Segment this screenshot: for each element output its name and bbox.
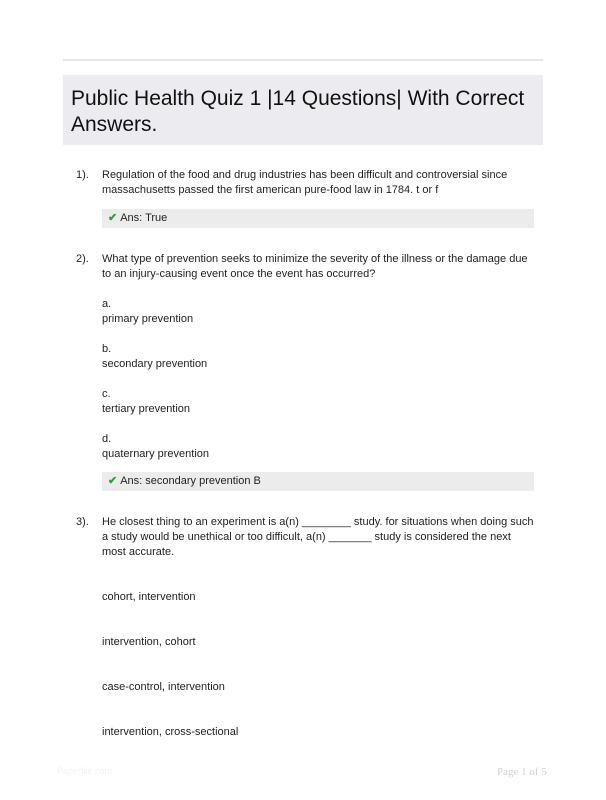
option-letter: b.	[102, 343, 112, 355]
option-text: quaternary prevention	[102, 448, 210, 460]
option-letter: c.	[102, 388, 111, 400]
answer-text: Ans: True	[120, 212, 168, 224]
question-3	[76, 515, 546, 560]
question-number: 2).	[76, 253, 89, 265]
option-text: primary prevention	[102, 313, 194, 325]
option-c	[102, 387, 190, 417]
header-rule	[63, 59, 543, 61]
checkmark-icon: ✔	[108, 475, 118, 487]
title-box	[63, 75, 543, 145]
page-number: Page 1 of 5	[497, 766, 547, 778]
question-number: 1).	[76, 169, 89, 181]
question-1	[76, 168, 546, 198]
option-2: intervention, cohort	[102, 636, 196, 648]
answer-text: Ans: secondary prevention B	[120, 475, 261, 487]
option-1: cohort, intervention	[102, 591, 196, 603]
question-text: What type of prevention seeks to minimize the severity of the illness or the damage due to an injury-causing event once the event has occurred?	[102, 253, 528, 280]
option-letter: d.	[102, 433, 112, 445]
footer-watermark: Paperfile.com	[57, 766, 113, 776]
option-d	[102, 432, 209, 462]
option-text: secondary prevention	[102, 358, 208, 370]
option-b	[102, 342, 207, 372]
checkmark-icon: ✔	[108, 212, 118, 224]
question-2	[76, 252, 546, 282]
option-4: intervention, cross-sectional	[102, 726, 239, 738]
option-text: tertiary prevention	[102, 403, 191, 415]
question-number: 3).	[76, 516, 89, 528]
question-text: Regulation of the food and drug industries has been difficult and controversial since massachusetts passed the first american pure-food law in 1784. t or f	[102, 169, 508, 196]
option-3: case-control, intervention	[102, 681, 225, 693]
page-title: Public Health Quiz 1 |14 Questions| With Correct Answers.	[71, 87, 525, 136]
question-text: He closest thing to an experiment is a(n) ________ study. for situations when doing such a study would be unethical or too difficult, a(n) _______ study is considered the next most accurate.	[102, 516, 534, 558]
answer-box	[102, 209, 534, 228]
option-letter: a.	[102, 298, 112, 310]
option-a	[102, 297, 193, 327]
answer-box	[102, 472, 534, 491]
